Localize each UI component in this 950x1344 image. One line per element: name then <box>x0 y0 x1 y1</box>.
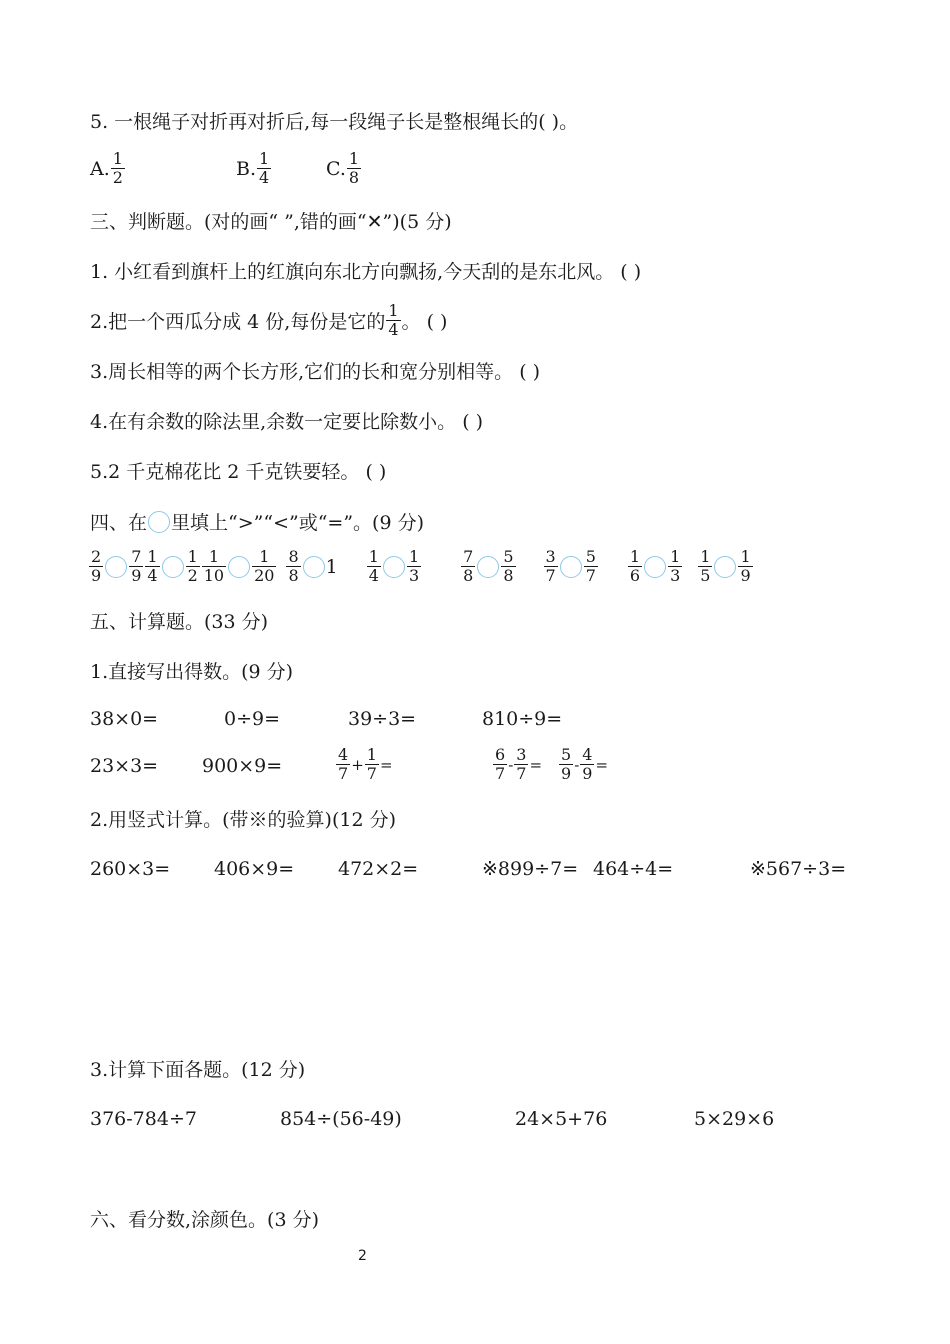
numerator: 3 <box>545 547 556 566</box>
compare-circle[interactable] <box>560 556 582 578</box>
operator: - <box>508 755 514 774</box>
compare-circle[interactable] <box>105 556 127 578</box>
calc-1-4: 810÷9= <box>482 708 563 730</box>
fraction <box>461 548 475 585</box>
equals-sign: = <box>379 755 393 774</box>
option-label: B. <box>236 157 257 180</box>
numerator: 7 <box>463 547 474 566</box>
mixed-calc-4: 5×29×6 <box>694 1108 775 1130</box>
numerator: 1 <box>368 547 379 566</box>
numerator: 1 <box>366 745 377 764</box>
calc-fraction-sub-1 <box>492 746 542 783</box>
option-label: C. <box>326 157 346 180</box>
judge-item-1: 1. 小红看到旗杆上的红旗向东北方向飘扬,今天刮的是东北风。 ( ) <box>90 261 642 283</box>
compare-circle[interactable] <box>477 556 499 578</box>
operator: + <box>351 755 364 774</box>
numerator: 7 <box>131 547 142 566</box>
denominator: 6 <box>629 566 641 585</box>
numerator: 1 <box>740 547 751 566</box>
fraction <box>628 548 642 585</box>
denominator: 8 <box>463 566 474 585</box>
judge-item-5: 5.2 千克棉花比 2 千克铁要轻。 ( ) <box>90 461 387 483</box>
mixed-calc-1: 376-784÷7 <box>90 1108 197 1130</box>
whole-number: 1 <box>325 555 338 578</box>
numerator: 5 <box>561 745 572 764</box>
fraction <box>252 548 276 585</box>
section-5-title: 五、计算题。(33 分) <box>90 611 269 633</box>
fraction <box>386 302 400 339</box>
denominator: 8 <box>348 168 360 187</box>
q5-option-a <box>90 150 126 187</box>
equals-sign: = <box>595 755 609 774</box>
numerator: 6 <box>495 745 506 764</box>
q5-option-b <box>236 150 272 187</box>
fraction <box>407 548 421 585</box>
fraction <box>514 746 528 783</box>
compare-circle[interactable] <box>228 556 250 578</box>
fraction <box>668 548 682 585</box>
vertical-calc-1: 260×3= <box>90 858 171 880</box>
fraction <box>698 548 712 585</box>
item-text: 2.把一个西瓜分成 4 份,每份是它的 <box>90 311 386 333</box>
equals-sign: = <box>529 755 543 774</box>
fraction <box>544 548 558 585</box>
page-number: 2 <box>358 1248 367 1264</box>
denominator: 7 <box>545 566 556 585</box>
denominator: 4 <box>259 168 270 187</box>
denominator: 7 <box>585 566 596 585</box>
denominator: 7 <box>495 764 506 783</box>
denominator: 9 <box>561 764 572 783</box>
compare-circle[interactable] <box>714 556 736 578</box>
fraction <box>493 746 507 783</box>
calc-1-1: 38×0= <box>90 708 159 730</box>
sub2-title: 2.用竖式计算。(带※的验算)(12 分) <box>90 809 396 831</box>
denominator: 9 <box>91 566 102 585</box>
numerator: 2 <box>91 547 102 566</box>
denominator: 8 <box>503 566 514 585</box>
mixed-calc-2: 854÷(56-49) <box>280 1108 402 1130</box>
comparison-2 <box>144 548 200 585</box>
comparison-5 <box>366 548 422 585</box>
compare-circle[interactable] <box>383 556 405 578</box>
numerator: 1 <box>112 149 123 168</box>
fraction <box>129 548 143 585</box>
fraction <box>336 746 350 783</box>
numerator: 1 <box>147 547 158 566</box>
compare-circle[interactable] <box>162 556 184 578</box>
calc-fraction-sub-2 <box>558 746 608 783</box>
comparison-4 <box>285 548 337 585</box>
denominator: 9 <box>740 566 751 585</box>
numerator: 1 <box>629 547 641 566</box>
numerator: 5 <box>503 547 514 566</box>
judge-item-4: 4.在有余数的除法里,余数一定要比除数小。 ( ) <box>90 411 484 433</box>
denominator: 7 <box>366 764 377 783</box>
denominator: 3 <box>670 566 681 585</box>
fraction <box>202 548 226 585</box>
denominator: 4 <box>368 566 379 585</box>
comparison-row <box>88 548 754 585</box>
mixed-calc-3: 24×5+76 <box>515 1108 608 1130</box>
fraction <box>559 746 573 783</box>
comparison-3 <box>201 548 278 585</box>
fraction <box>257 150 271 187</box>
fraction <box>111 150 125 187</box>
denominator: 7 <box>338 764 349 783</box>
denominator: 4 <box>147 566 158 585</box>
denominator: 2 <box>187 566 198 585</box>
denominator: 8 <box>288 566 299 585</box>
section-4-title <box>90 508 424 535</box>
numerator: 1 <box>187 547 198 566</box>
compare-circle[interactable] <box>303 556 325 578</box>
judge-item-2 <box>90 302 447 339</box>
title-text: 四、在 <box>90 512 148 534</box>
question-5-text: 5. 一根绳子对折再对折后,每一段绳子长是整根绳长的( )。 <box>90 111 579 133</box>
vertical-calc-3: 472×2= <box>338 858 419 880</box>
fraction <box>145 548 159 585</box>
calc-1-3: 39÷3= <box>348 708 417 730</box>
fraction <box>501 548 515 585</box>
comparison-9 <box>697 548 753 585</box>
compare-circle[interactable] <box>644 556 666 578</box>
fraction <box>89 548 103 585</box>
numerator: 1 <box>208 547 220 566</box>
comparison-1 <box>88 548 144 585</box>
calc-2-1: 23×3= <box>90 755 159 777</box>
denominator: 4 <box>388 320 399 339</box>
numerator: 1 <box>348 149 360 168</box>
fraction <box>186 548 200 585</box>
fraction <box>365 746 379 783</box>
calc-2-2: 900×9= <box>202 755 283 777</box>
calc-fraction-add <box>335 746 393 783</box>
numerator: 1 <box>259 547 270 566</box>
numerator: 4 <box>582 745 593 764</box>
fraction <box>347 150 361 187</box>
sub1-title: 1.直接写出得数。(9 分) <box>90 661 294 683</box>
option-label: A. <box>90 157 110 180</box>
numerator: 4 <box>338 745 349 764</box>
denominator: 5 <box>700 566 711 585</box>
comparison-8 <box>627 548 683 585</box>
q5-option-c <box>326 150 362 187</box>
fraction <box>286 548 300 585</box>
numerator: 1 <box>670 547 681 566</box>
sub3-title: 3.计算下面各题。(12 分) <box>90 1059 306 1081</box>
vertical-calc-5: 464÷4= <box>593 858 674 880</box>
vertical-calc-4: ※899÷7= <box>482 858 579 880</box>
section-3-title: 三、判断题。(对的画“ ”,错的画“✕”)(5 分) <box>90 211 452 233</box>
numerator: 1 <box>700 547 711 566</box>
numerator: 1 <box>259 149 270 168</box>
vertical-calc-2: 406×9= <box>214 858 295 880</box>
fraction <box>580 746 594 783</box>
numerator: 1 <box>388 301 399 320</box>
calc-1-2: 0÷9= <box>224 708 281 730</box>
fraction <box>584 548 598 585</box>
vertical-calc-6: ※567÷3= <box>750 858 847 880</box>
title-text-end: 里填上“>”“<”或“=”。(9 分) <box>171 512 425 534</box>
denominator: 2 <box>112 168 123 187</box>
section-6-title: 六、看分数,涂颜色。(3 分) <box>90 1209 319 1231</box>
fraction <box>738 548 752 585</box>
denominator: 10 <box>203 566 225 585</box>
denominator: 9 <box>131 566 142 585</box>
numerator: 1 <box>408 547 420 566</box>
fraction <box>367 548 381 585</box>
numerator: 3 <box>516 745 527 764</box>
judge-item-3: 3.周长相等的两个长方形,它们的长和宽分别相等。 ( ) <box>90 361 541 383</box>
operator: - <box>574 755 580 774</box>
numerator: 5 <box>585 547 596 566</box>
denominator: 20 <box>254 566 275 585</box>
denominator: 3 <box>408 566 420 585</box>
comparison-7 <box>543 548 599 585</box>
comparison-6 <box>460 548 516 585</box>
answer-circle-icon <box>148 511 170 533</box>
item-text-end: 。 ( ) <box>401 311 448 333</box>
denominator: 7 <box>516 764 527 783</box>
denominator: 9 <box>582 764 593 783</box>
numerator: 8 <box>288 547 299 566</box>
